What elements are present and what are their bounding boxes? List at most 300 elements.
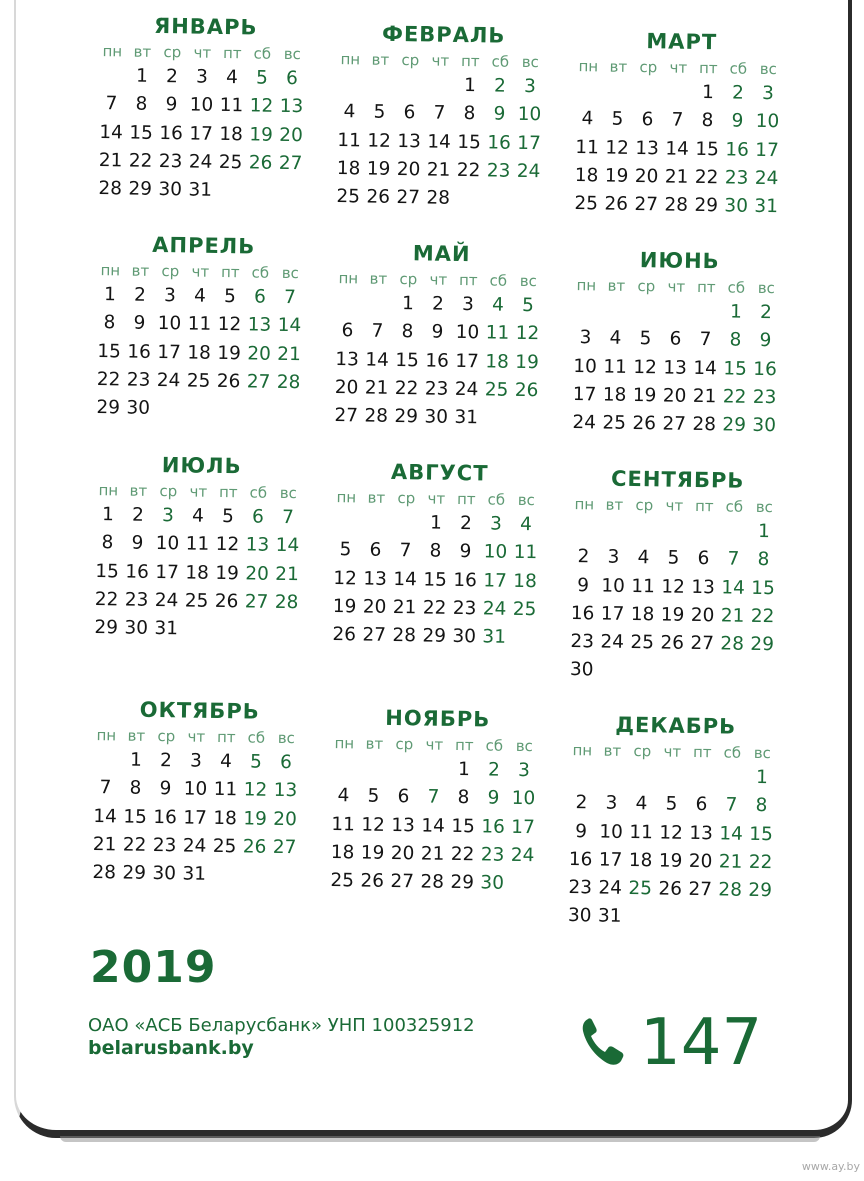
empty-cell xyxy=(419,755,449,784)
day-cell: 22 xyxy=(722,386,747,408)
day-cell: 16 xyxy=(159,122,184,144)
day-cell: 19 xyxy=(515,351,539,373)
empty-cell xyxy=(659,516,689,545)
day-cell: 30 xyxy=(152,863,177,885)
day-cell: 4 xyxy=(635,793,648,815)
day-cell: 10 xyxy=(189,94,214,117)
day-cell: 11 xyxy=(331,813,356,835)
day-cell: 28 xyxy=(718,879,743,901)
day-cell: 31 xyxy=(182,863,207,885)
day-cell: 26 xyxy=(604,193,629,216)
empty-cell xyxy=(335,70,365,99)
day-cell: 26 xyxy=(242,836,267,858)
week-row xyxy=(91,614,331,646)
day-cell: 13 xyxy=(635,137,660,159)
month-10 xyxy=(89,694,332,891)
day-cell: 5 xyxy=(249,751,263,773)
week-row xyxy=(571,162,811,194)
empty-cell xyxy=(569,515,599,544)
day-cell: 11 xyxy=(513,542,538,564)
empty-cell xyxy=(599,515,629,544)
week-row xyxy=(329,754,569,786)
day-cell: 8 xyxy=(729,329,742,351)
day-cell: 3 xyxy=(605,792,618,815)
day-cell: 4 xyxy=(225,67,239,89)
weekday-label: сб xyxy=(729,59,748,78)
day-cell: 4 xyxy=(609,327,622,350)
day-cell: 9 xyxy=(131,532,144,555)
day-cell: 16 xyxy=(725,138,749,161)
day-cell: 12 xyxy=(633,356,658,378)
day-cell: 12 xyxy=(515,323,540,345)
day-cell: 11 xyxy=(603,356,628,378)
day-cell: 25 xyxy=(630,632,655,654)
day-cell: 26 xyxy=(658,878,683,900)
day-cell: 23 xyxy=(126,369,151,391)
weekday-label: пн xyxy=(578,57,599,76)
day-cell: 19 xyxy=(332,595,357,618)
week-row xyxy=(572,134,812,166)
empty-cell xyxy=(97,62,127,91)
week-row xyxy=(328,782,568,814)
day-cell: 30 xyxy=(452,626,477,648)
day-cell: 20 xyxy=(279,124,303,146)
day-cell: 8 xyxy=(463,103,476,125)
day-cell: 31 xyxy=(597,905,622,928)
day-cell: 12 xyxy=(605,137,630,159)
weekday-label: пт xyxy=(218,482,238,502)
weekday-label: ср xyxy=(157,727,176,746)
day-cell: 2 xyxy=(159,750,173,772)
day-cell: 12 xyxy=(361,814,386,836)
month-12 xyxy=(565,709,808,935)
day-cell: 4 xyxy=(491,294,505,316)
day-cell: 29 xyxy=(748,880,773,902)
day-cell: 15 xyxy=(451,815,475,837)
day-cell: 20 xyxy=(662,385,687,407)
weekday-label: вс xyxy=(515,736,534,756)
day-cell: 6 xyxy=(285,67,299,90)
month-name: АПРЕЛЬ xyxy=(152,232,256,259)
day-cell: 23 xyxy=(724,167,749,189)
day-cell: 15 xyxy=(751,577,775,599)
day-cell: 11 xyxy=(213,779,238,801)
weekday-label: ср xyxy=(637,277,656,296)
day-cell: 15 xyxy=(97,340,122,362)
weekday-label: вс xyxy=(281,263,300,283)
week-row xyxy=(335,70,575,102)
weekday-label: сб xyxy=(251,263,270,282)
day-cell: 21 xyxy=(275,563,299,585)
day-cell: 16 xyxy=(568,848,593,871)
day-cell: 18 xyxy=(219,123,243,145)
weekday-label: сб xyxy=(485,736,504,755)
day-cell: 31 xyxy=(454,407,479,429)
empty-cell xyxy=(91,746,121,775)
day-cell: 27 xyxy=(246,371,271,393)
day-cell: 26 xyxy=(214,590,239,613)
day-cell: 29 xyxy=(722,414,747,436)
week-row xyxy=(94,338,334,370)
weekday-label: ср xyxy=(399,270,418,289)
day-cell: 4 xyxy=(519,513,533,536)
day-cell: 25 xyxy=(186,370,211,392)
empty-cell xyxy=(631,297,661,326)
day-cell: 30 xyxy=(480,872,505,894)
day-cell: 25 xyxy=(218,151,243,174)
empty-cell xyxy=(361,508,391,537)
day-cell: 16 xyxy=(153,806,178,828)
day-cell: 6 xyxy=(695,794,708,816)
day-cell: 20 xyxy=(362,596,387,618)
day-cell: 13 xyxy=(335,348,360,370)
day-cell: 13 xyxy=(279,96,304,118)
week-row xyxy=(568,572,808,604)
day-cell: 9 xyxy=(431,321,444,344)
empty-cell xyxy=(663,78,693,107)
weekday-label: вт xyxy=(127,726,146,745)
day-cell: 26 xyxy=(366,186,391,209)
day-cell: 5 xyxy=(367,785,380,808)
day-cell: 30 xyxy=(724,195,749,217)
day-cell: 14 xyxy=(421,815,445,837)
day-cell: 16 xyxy=(453,569,477,591)
day-cell: 4 xyxy=(637,547,650,569)
weekday-label: ср xyxy=(395,735,414,754)
weekday-label: ср xyxy=(161,262,180,281)
week-row xyxy=(331,508,571,540)
day-cell: 29 xyxy=(94,617,119,639)
week-row xyxy=(329,593,569,625)
day-cell: 17 xyxy=(183,807,207,829)
day-cell: 29 xyxy=(694,195,719,217)
day-cell: 12 xyxy=(217,314,242,336)
week-row xyxy=(333,183,573,215)
day-cell: 19 xyxy=(660,604,685,626)
weekday-label: чт xyxy=(669,58,688,77)
day-cell: 26 xyxy=(514,379,539,402)
day-cell: 22 xyxy=(694,166,719,189)
week-row xyxy=(92,529,332,561)
day-cell: 24 xyxy=(754,167,779,190)
day-cell: 18 xyxy=(213,807,237,829)
day-cell: 16 xyxy=(753,358,777,380)
day-cell: 9 xyxy=(159,778,172,800)
day-cell: 9 xyxy=(577,574,590,596)
day-cell: 8 xyxy=(101,532,114,554)
weekday-label: сб xyxy=(489,271,508,290)
day-cell: 9 xyxy=(493,103,506,125)
day-cell: 13 xyxy=(363,568,388,590)
weekday-label: чт xyxy=(663,742,682,761)
day-cell: 24 xyxy=(516,160,541,183)
day-cell: 1 xyxy=(129,749,143,771)
day-cell: 22 xyxy=(128,150,153,172)
weekday-label: вс xyxy=(753,743,772,763)
day-cell: 4 xyxy=(191,505,205,527)
bank-website: belarusbank.by xyxy=(88,1037,254,1059)
day-cell: 17 xyxy=(155,561,180,583)
day-cell: 2 xyxy=(487,759,501,781)
day-cell: 25 xyxy=(184,590,209,612)
day-cell: 30 xyxy=(752,415,777,437)
day-cell: 3 xyxy=(461,294,475,316)
card-shadow xyxy=(60,1136,820,1142)
weekday-label: пт xyxy=(692,742,712,762)
day-cell: 23 xyxy=(568,877,593,899)
day-cell: 2 xyxy=(577,546,590,568)
day-cell: 2 xyxy=(131,504,145,526)
month-name: СЕНТЯБРЬ xyxy=(610,466,745,493)
day-cell: 10 xyxy=(601,575,626,597)
empty-cell xyxy=(571,296,601,325)
day-cell: 15 xyxy=(95,560,120,582)
day-cell: 27 xyxy=(690,633,715,655)
week-row xyxy=(568,543,808,575)
day-cell: 24 xyxy=(188,151,213,173)
day-cell: 7 xyxy=(433,102,446,125)
weekday-label: пт xyxy=(220,262,240,282)
day-cell: 4 xyxy=(581,108,594,130)
weekday-label: пт xyxy=(456,489,476,509)
day-cell: 10 xyxy=(755,111,780,133)
week-row xyxy=(330,565,570,597)
day-cell: 17 xyxy=(600,603,625,625)
day-cell: 21 xyxy=(426,159,451,181)
day-cell: 22 xyxy=(422,597,447,619)
day-cell: 6 xyxy=(253,286,267,308)
day-cell: 8 xyxy=(429,540,442,563)
day-cell: 23 xyxy=(152,834,177,857)
month-8 xyxy=(329,456,572,653)
weekday-label: вт xyxy=(367,488,386,507)
day-cell: 1 xyxy=(729,301,743,323)
day-cell: 8 xyxy=(757,549,770,571)
day-cell: 31 xyxy=(482,626,507,648)
day-cell: 31 xyxy=(188,179,213,201)
day-cell: 6 xyxy=(641,109,654,131)
day-cell: 30 xyxy=(126,397,151,420)
day-cell: 30 xyxy=(124,617,149,640)
day-cell: 15 xyxy=(423,569,447,591)
weekday-label: ср xyxy=(397,489,416,508)
day-cell: 8 xyxy=(401,321,414,343)
weekday-label: вт xyxy=(129,481,148,500)
day-cell: 21 xyxy=(98,149,123,172)
week-row xyxy=(570,324,810,356)
day-cell: 30 xyxy=(424,406,449,428)
day-cell: 2 xyxy=(133,284,147,306)
day-cell: 1 xyxy=(429,512,443,534)
day-cell: 26 xyxy=(632,413,657,435)
day-cell: 19 xyxy=(217,342,241,364)
day-cell: 27 xyxy=(396,187,421,209)
day-cell: 27 xyxy=(272,836,297,859)
weekday-label: вс xyxy=(759,59,778,79)
weekday-label: вт xyxy=(371,50,390,69)
day-cell: 7 xyxy=(699,329,712,351)
weekday-label: вс xyxy=(521,52,540,72)
day-cell: 7 xyxy=(371,320,384,343)
day-cell: 5 xyxy=(223,286,237,308)
day-cell: 28 xyxy=(392,625,417,647)
day-cell: 19 xyxy=(243,807,267,830)
day-cell: 12 xyxy=(333,567,358,589)
empty-cell xyxy=(627,762,657,791)
weekday-label: вс xyxy=(755,497,774,517)
day-cell: 9 xyxy=(575,820,588,842)
weekday-label: сб xyxy=(491,52,510,71)
empty-cell xyxy=(359,754,389,783)
day-cell: 20 xyxy=(247,342,271,365)
day-cell: 25 xyxy=(484,379,509,401)
week-row xyxy=(572,105,812,137)
month-name: ИЮЛЬ xyxy=(161,453,242,479)
day-cell: 3 xyxy=(517,759,531,782)
month-7 xyxy=(91,449,334,646)
month-5 xyxy=(331,237,574,434)
week-row xyxy=(567,600,807,632)
day-cell: 11 xyxy=(485,322,510,345)
empty-cell xyxy=(661,297,691,326)
day-cell: 21 xyxy=(92,833,117,856)
weekday-label: вс xyxy=(283,44,302,64)
day-cell: 13 xyxy=(689,822,713,844)
weekday-label: ср xyxy=(639,58,658,77)
day-cell: 13 xyxy=(663,357,687,379)
day-cell: 25 xyxy=(628,878,653,900)
weekday-label: сб xyxy=(725,497,744,516)
day-cell: 7 xyxy=(727,548,740,570)
day-cell: 3 xyxy=(195,66,209,88)
day-cell: 12 xyxy=(661,576,685,598)
day-cell: 18 xyxy=(336,157,361,180)
week-row xyxy=(567,656,807,688)
weekday-label: чт xyxy=(665,496,684,515)
day-cell: 14 xyxy=(665,138,689,160)
day-cell: 14 xyxy=(365,349,390,371)
day-cell: 25 xyxy=(336,186,361,208)
day-cell: 14 xyxy=(277,315,302,337)
day-cell: 3 xyxy=(607,546,620,569)
day-cell: 9 xyxy=(165,94,178,116)
day-cell: 5 xyxy=(255,67,269,89)
week-row xyxy=(331,374,571,406)
weekday-label: вт xyxy=(607,276,626,295)
day-cell: 12 xyxy=(243,779,268,802)
day-cell: 22 xyxy=(394,377,419,400)
day-cell: 26 xyxy=(248,152,273,174)
weekday-label: пт xyxy=(222,43,242,63)
day-cell: 23 xyxy=(486,160,511,182)
day-cell: 11 xyxy=(629,821,654,843)
day-cell: 14 xyxy=(275,535,300,557)
day-cell: 23 xyxy=(124,589,149,611)
weekday-label: вс xyxy=(757,278,776,298)
day-cell: 2 xyxy=(575,792,588,814)
empty-cell xyxy=(719,517,749,546)
day-cell: 7 xyxy=(725,794,738,816)
day-cell: 11 xyxy=(631,575,656,597)
weekday-label: сб xyxy=(723,743,742,762)
day-cell: 9 xyxy=(487,787,500,809)
day-cell: 28 xyxy=(426,187,451,209)
day-cell: 2 xyxy=(759,301,773,324)
day-cell: 8 xyxy=(457,787,470,809)
day-cell: 27 xyxy=(334,405,359,427)
day-cell: 22 xyxy=(96,368,121,391)
day-cell: 23 xyxy=(424,378,449,400)
day-cell: 23 xyxy=(570,631,595,653)
week-row xyxy=(96,90,336,122)
day-cell: 17 xyxy=(598,849,623,871)
day-cell: 18 xyxy=(628,849,653,872)
day-cell: 21 xyxy=(664,166,689,188)
day-cell: 6 xyxy=(397,786,410,808)
calendar-year: 2019 xyxy=(90,942,217,993)
day-cell: 22 xyxy=(750,605,775,628)
day-cell: 10 xyxy=(155,533,180,555)
weekday-label: сб xyxy=(249,483,268,502)
watermark: www.ay.by xyxy=(801,1160,860,1173)
week-row xyxy=(97,62,337,94)
empty-cell xyxy=(717,763,747,792)
day-cell: 1 xyxy=(103,284,117,306)
day-cell: 30 xyxy=(569,659,594,681)
day-cell: 27 xyxy=(688,879,713,901)
day-cell: 28 xyxy=(92,862,117,884)
empty-cell xyxy=(331,508,361,537)
month-4 xyxy=(93,229,336,426)
day-cell: 10 xyxy=(599,821,624,843)
day-cell: 23 xyxy=(480,844,505,866)
day-cell: 18 xyxy=(330,841,355,864)
weekday-label: пт xyxy=(458,270,478,290)
day-cell: 11 xyxy=(185,533,210,556)
day-cell: 20 xyxy=(690,604,715,627)
day-cell: 8 xyxy=(129,777,142,800)
day-cell: 18 xyxy=(513,570,537,592)
month-name: ДЕКАБРЬ xyxy=(615,712,737,739)
week-row xyxy=(333,289,573,321)
day-cell: 8 xyxy=(135,93,148,116)
day-cell: 27 xyxy=(244,591,269,613)
week-row xyxy=(566,818,806,850)
day-cell: 13 xyxy=(397,130,422,152)
weekday-label: сб xyxy=(727,278,746,297)
weekday-label: пт xyxy=(454,735,474,755)
week-row xyxy=(89,831,329,863)
weekday-label: пт xyxy=(216,727,236,747)
month-6 xyxy=(569,244,812,441)
day-cell: 15 xyxy=(695,138,719,160)
day-cell: 25 xyxy=(212,835,237,858)
day-cell: 8 xyxy=(103,312,116,334)
day-cell: 17 xyxy=(755,139,779,161)
weekday-label: ср xyxy=(163,43,182,62)
day-cell: 2 xyxy=(431,293,445,315)
weekday-label: чт xyxy=(427,489,446,508)
day-cell: 11 xyxy=(337,129,362,151)
day-cell: 11 xyxy=(575,136,600,158)
day-cell: 3 xyxy=(163,285,177,307)
day-cell: 23 xyxy=(158,150,183,173)
month-name: ФЕВРАЛЬ xyxy=(381,21,506,48)
day-cell: 5 xyxy=(373,101,386,124)
day-cell: 2 xyxy=(493,75,507,97)
day-cell: 17 xyxy=(511,816,535,838)
empty-cell xyxy=(329,754,359,783)
